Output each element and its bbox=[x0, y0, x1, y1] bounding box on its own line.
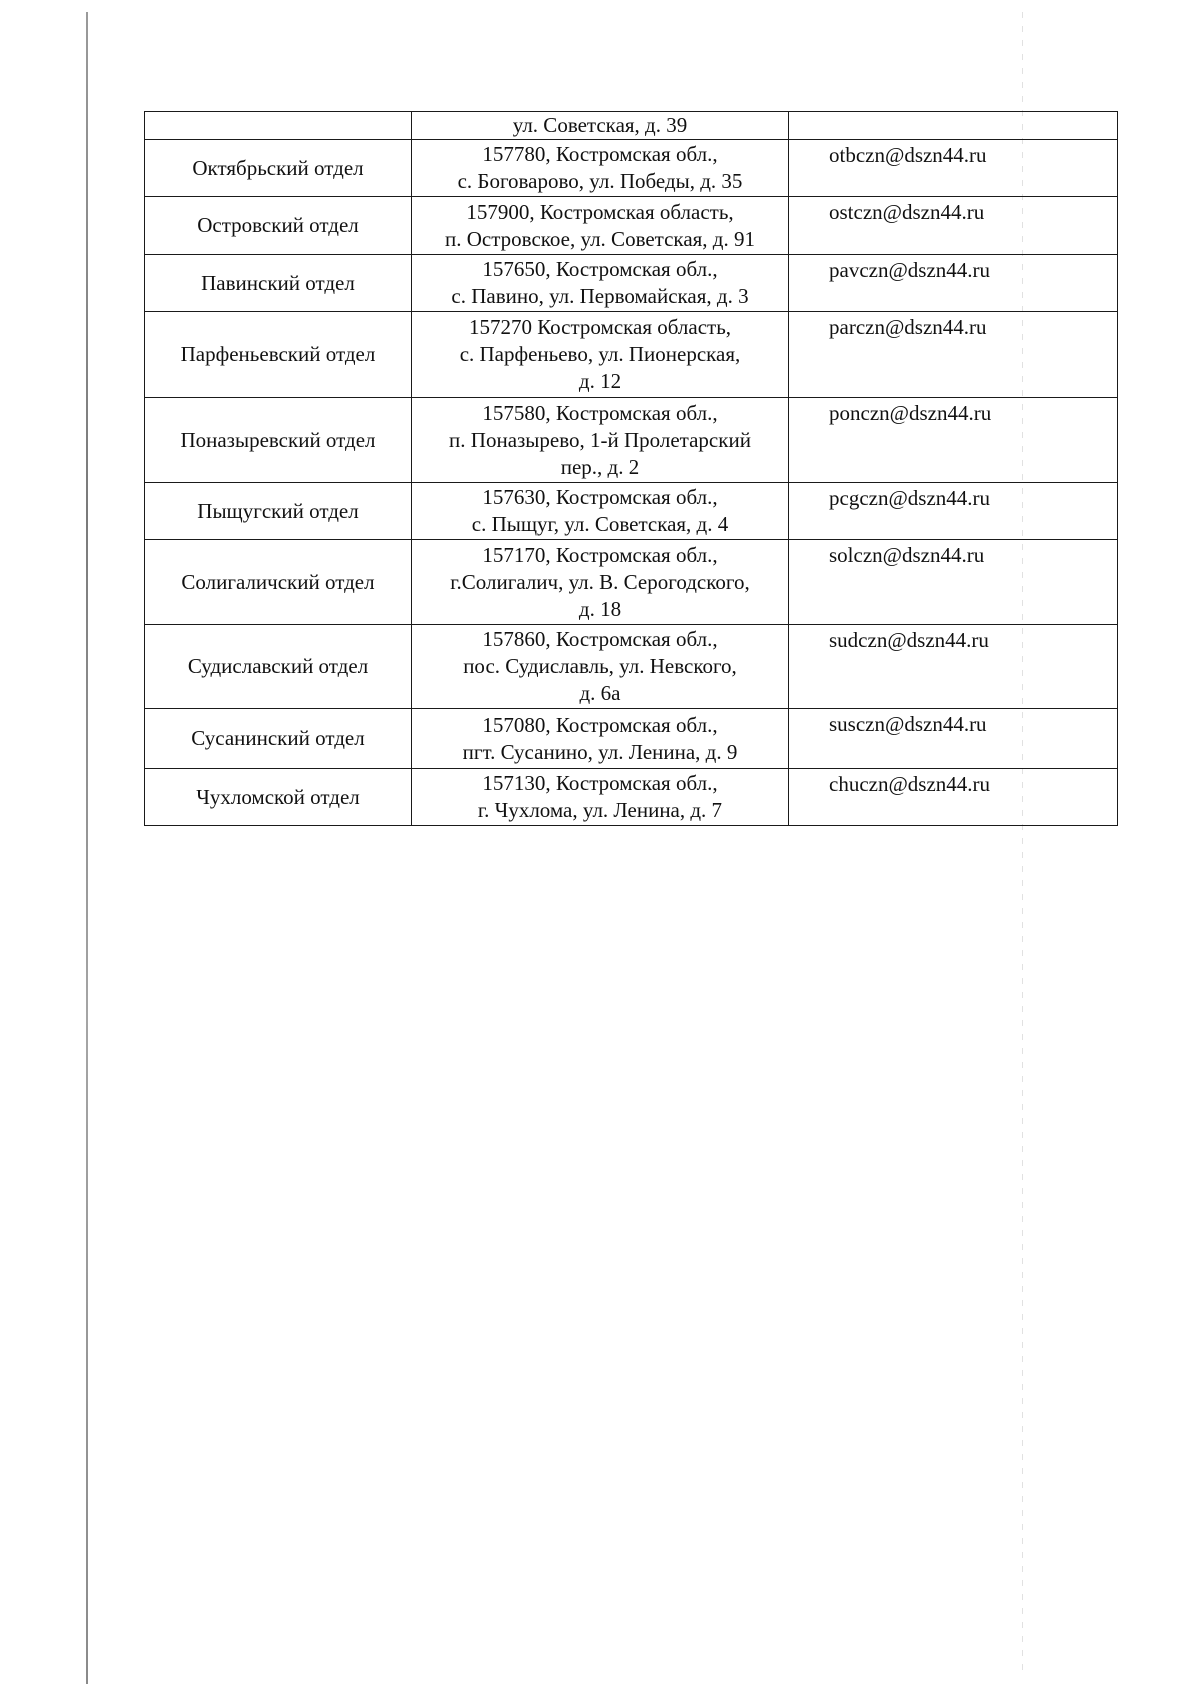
email-cell: chuczn@dszn44.ru bbox=[789, 769, 1118, 826]
email-cell: pcgczn@dszn44.ru bbox=[789, 483, 1118, 540]
email-cell: solczn@dszn44.ru bbox=[789, 540, 1118, 625]
department-name-cell: Сусанинский отдел bbox=[145, 709, 412, 769]
table-row bbox=[145, 769, 1118, 826]
address-cell bbox=[412, 140, 789, 197]
table-row bbox=[145, 312, 1118, 398]
table-row bbox=[145, 483, 1118, 540]
address-line: 157780, Костромская обл., bbox=[482, 142, 718, 166]
email-cell: otbczn@dszn44.ru bbox=[789, 140, 1118, 197]
address-line: д. 12 bbox=[578, 369, 622, 393]
address-cell bbox=[412, 112, 789, 140]
department-directory-table bbox=[144, 111, 1118, 826]
department-name-cell: Пыщугский отдел bbox=[145, 483, 412, 540]
address-cell bbox=[412, 769, 789, 826]
address-line: с. Парфеньево, ул. Пионерская, bbox=[459, 342, 741, 366]
email-cell: pavczn@dszn44.ru bbox=[789, 255, 1118, 312]
department-name-cell: Солигаличский отдел bbox=[145, 540, 412, 625]
department-name-cell: Октябрьский отдел bbox=[145, 140, 412, 197]
table-row bbox=[145, 540, 1118, 625]
scan-edge-left bbox=[86, 12, 88, 1684]
department-name-cell: Поназыревский отдел bbox=[145, 398, 412, 483]
table-row bbox=[145, 112, 1118, 140]
address-line: 157860, Костромская обл., bbox=[482, 627, 718, 651]
address-cell bbox=[412, 540, 789, 625]
department-name-cell: Парфеньевский отдел bbox=[145, 312, 412, 398]
email-cell: ostczn@dszn44.ru bbox=[789, 197, 1118, 255]
address-line: 157900, Костромская область, bbox=[466, 199, 734, 224]
address-cell bbox=[412, 255, 789, 312]
address-cell bbox=[412, 709, 789, 769]
address-line: 157580, Костромская обл., bbox=[482, 400, 718, 425]
address-cell bbox=[412, 625, 789, 709]
table-row bbox=[145, 140, 1118, 197]
address-line: 157270 Костромская область, bbox=[468, 315, 732, 339]
address-line: с. Пыщуг, ул. Советская, д. 4 bbox=[471, 512, 729, 536]
department-name-cell: Судиславский отдел bbox=[145, 625, 412, 709]
department-name-cell: Островский отдел bbox=[145, 197, 412, 255]
email-cell: sudczn@dszn44.ru bbox=[789, 625, 1118, 709]
department-name-cell: Павинский отдел bbox=[145, 255, 412, 312]
table-row bbox=[145, 197, 1118, 255]
address-line: д. 6а bbox=[579, 681, 621, 705]
address-line: с. Павино, ул. Первомайская, д. 3 bbox=[451, 284, 749, 308]
address-line: д. 18 bbox=[578, 596, 622, 621]
address-line: 157130, Костромская обл., bbox=[482, 771, 718, 795]
address-cell bbox=[412, 398, 789, 483]
department-name-cell bbox=[145, 112, 412, 140]
table-row bbox=[145, 625, 1118, 709]
address-cell bbox=[412, 312, 789, 398]
address-cell bbox=[412, 483, 789, 540]
address-line: г. Чухлома, ул. Ленина, д. 7 bbox=[477, 798, 723, 822]
table-row bbox=[145, 709, 1118, 769]
email-cell bbox=[789, 112, 1118, 140]
email-cell: ponczn@dszn44.ru bbox=[789, 398, 1118, 483]
email-cell: susczn@dszn44.ru bbox=[789, 709, 1118, 769]
table-row bbox=[145, 255, 1118, 312]
table-row bbox=[145, 398, 1118, 483]
address-line: 157080, Костромская обл., bbox=[482, 712, 718, 737]
address-line: пос. Судиславль, ул. Невского, bbox=[463, 654, 737, 678]
address-line: п. Поназырево, 1-й Пролетарский bbox=[449, 427, 751, 452]
address-line: ул. Советская, д. 39 bbox=[512, 113, 688, 137]
address-line: 157650, Костромская обл., bbox=[482, 257, 718, 281]
department-name-cell: Чухломской отдел bbox=[145, 769, 412, 826]
address-line: 157630, Костромская обл., bbox=[482, 485, 718, 509]
address-line: пгт. Сусанино, ул. Ленина, д. 9 bbox=[462, 739, 738, 764]
email-cell: parczn@dszn44.ru bbox=[789, 312, 1118, 398]
address-line: 157170, Костромская обл., bbox=[482, 542, 718, 567]
address-line: с. Боговарово, ул. Победы, д. 35 bbox=[457, 169, 743, 193]
address-line: пер., д. 2 bbox=[560, 454, 640, 479]
address-line: г.Солигалич, ул. В. Серогодского, bbox=[450, 569, 750, 594]
address-cell bbox=[412, 197, 789, 255]
address-line: п. Островское, ул. Советская, д. 91 bbox=[445, 226, 755, 251]
